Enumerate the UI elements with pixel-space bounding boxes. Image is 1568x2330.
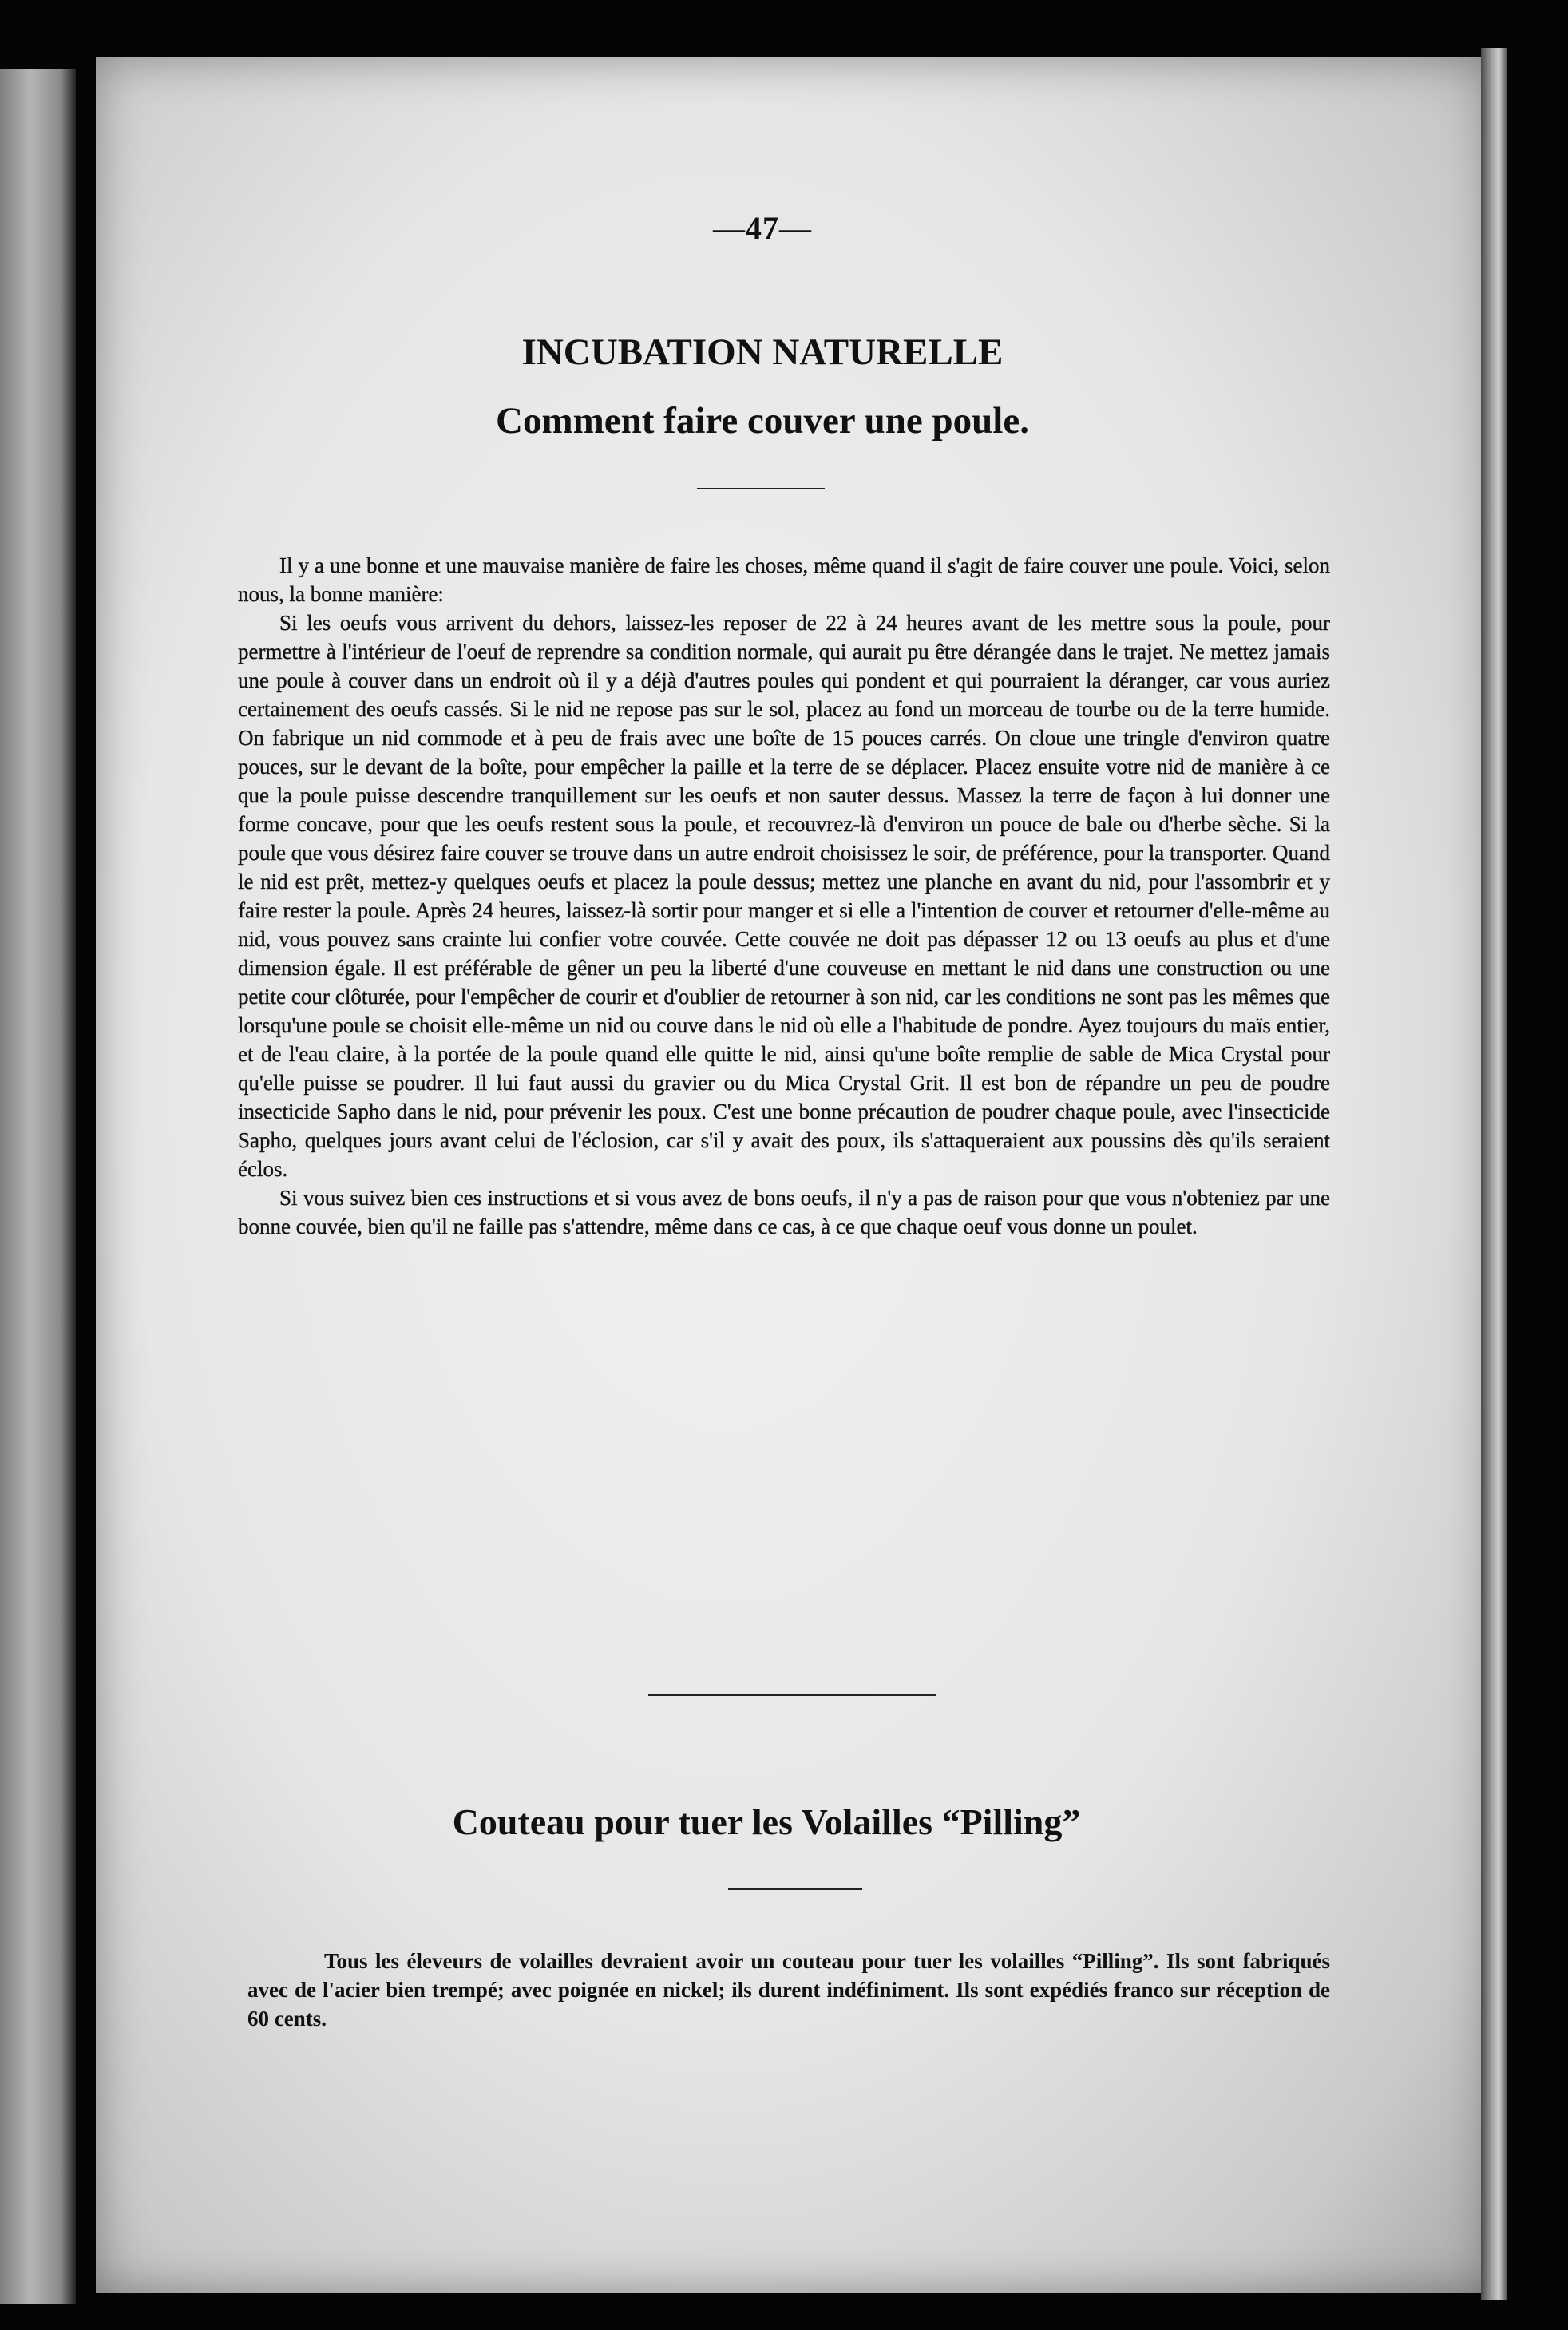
article-body (238, 551, 1330, 1241)
page-subtitle: Comment faire couver une poule. (496, 400, 1029, 442)
section-divider (648, 1694, 936, 1696)
section-title: Couteau pour tuer les Volailles “Pilling” (452, 1801, 1081, 1842)
title-divider (697, 488, 825, 489)
article-paragraph: Si vous suivez bien ces instructions et si vous avez de bons oeufs, il n'y a pas de raison pour que vous n'obteniez par une bonne couvée, bien qu'il ne faille pas s'attendre, même dans ce cas, à ce que chaque oeuf vous donne un poulet. (238, 1186, 1330, 1238)
section-paragraph: Tous les éleveurs de volailles devraient avoir un couteau pour tuer les volailles “Pilling”. Ils sont fabriqués avec de l'acier bien trempé; avec poignée en nickel; ils durent indéfiniment. Ils sont expédiés franco sur réception de 60 cents. (247, 1949, 1330, 2031)
article-paragraph: Si les oeufs vous arrivent du dehors, laissez-les reposer de 22 à 24 heures avant de les mettre sous la poule, pour permettre à l'intérieur de l'oeuf de reprendre sa condition normale, qui aurait pu être dérangée dans le trajet. Ne mettez jamais une poule à couver dans un endroit où il y a déjà d'autres poules qui pondent et qui pourraient la déranger, car vous auriez certainement des oeufs cassés. Si le nid ne repose pas sur le sol, placez au fond un morceau de tourbe ou de la terre humide. On fabrique un nid commode et à peu de frais avec une boîte de 15 pouces carrés. On cloue une tringle d'environ quatre pouces, sur le devant de la boîte, pour empêcher la paille et la terre de se déplacer. Placez ensuite votre nid de manière à ce que la poule puisse descendre tranquillement sur les oeufs et non sauter dessus. Massez la terre de façon à lui donner une forme concave, pour que les oeufs restent sous la poule, et recouvrez-là d'environ un pouce de bale ou d'herbe sèche. Si la poule que vous désirez faire couver se trouve dans un autre endroit choisissez le soir, de préférence, pour la transporter. Quand le nid est prêt, mettez-y quelques oeufs et placez la poule dessus; mettez une planche en avant du nid, pour l'assombrir et y faire rester la poule. Après 24 heures, laissez-là sortir pour manger et si elle a l'intention de couver et retourner d'elle-même au nid, vous pouvez sans crainte lui confier votre couvée. Cette couvée ne doit pas dépasser 12 ou 13 oeufs au plus et d'une dimension égale. Il est préférable de gêner un peu la liberté d'une couveuse en mettant le nid dans une construction ou une petite cour clôturée, pour l'empêcher de courir et d'oublier de retourner à son nid, car les conditions ne sont pas les mêmes que lorsqu'une poule se choisit elle-même un nid ou couve dans le nid où elle a l'habitude de pondre. Ayez toujours du maïs entier, et de l'eau claire, à la portée de la poule quand elle quitte le nid, ainsi qu'une boîte remplie de sable de Mica Crystal pour qu'elle puisse se poudrer. Il lui faut aussi du gravier ou du Mica Crystal Grit. Il est bon de répandre un peu de poudre insecticide Sapho dans le nid, pour prévenir les poux. C'est une bonne précaution de poudrer chaque poule, avec l'insecticide Sapho, quelques jours avant celui de l'éclosion, car s'il y avait des poux, ils s'attaqueraient aux poussins dès qu'ils seraient éclos. (238, 611, 1330, 1181)
page-title: INCUBATION NATURELLE (521, 331, 1004, 373)
section-body (247, 1947, 1330, 2033)
page-binding-edge (1481, 48, 1507, 2300)
page-number: —47— (713, 210, 812, 246)
article-paragraph: Il y a une bonne et une mauvaise manière de faire les choses, même quand il s'agit de faire couver une poule. Voici, selon nous, la bonne manière: (238, 553, 1330, 606)
section-title-divider (728, 1888, 862, 1890)
